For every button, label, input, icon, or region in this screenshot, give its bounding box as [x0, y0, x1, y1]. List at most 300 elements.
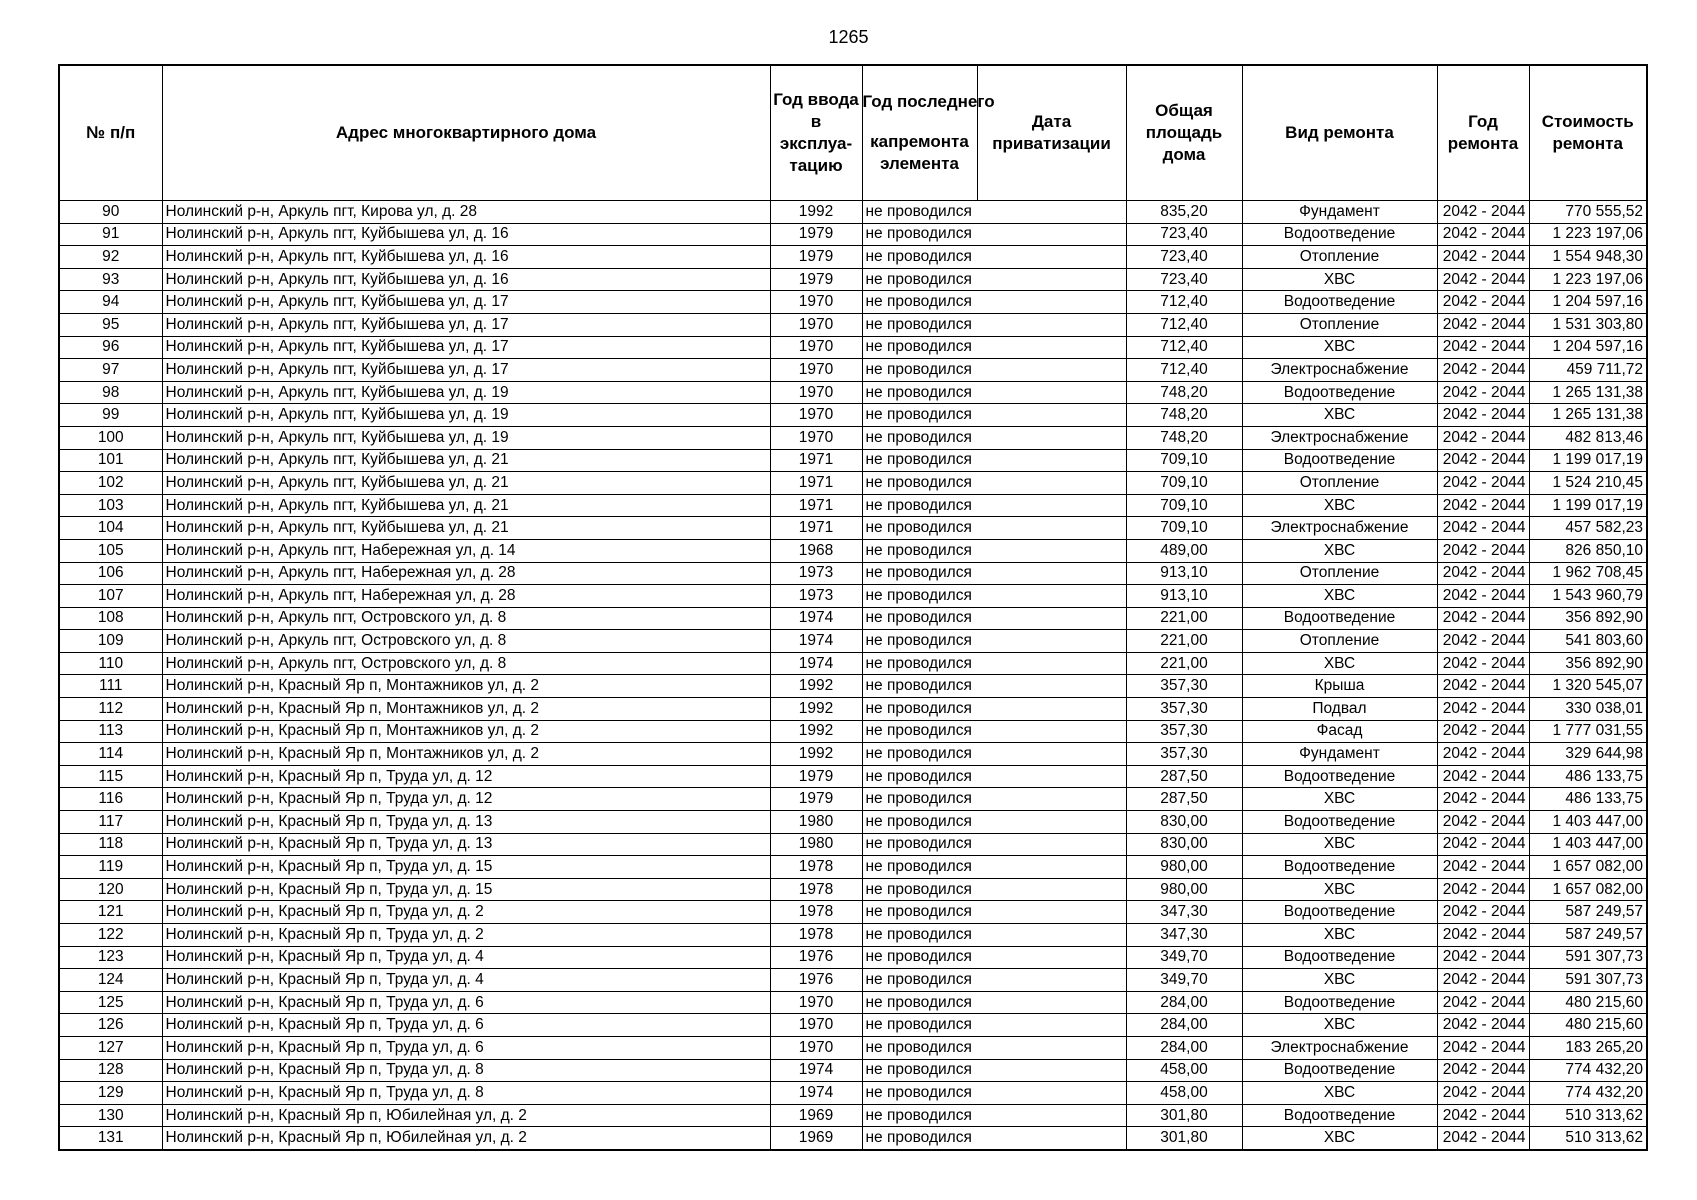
row-work-type: ХВС	[1242, 878, 1437, 901]
row-number: 120	[59, 878, 162, 901]
row-year-built: 1970	[770, 1014, 862, 1037]
header-privatization: Дата приватизации	[977, 65, 1126, 201]
row-cost: 1 223 197,06	[1529, 268, 1647, 291]
row-work-type: Водоотведение	[1242, 1059, 1437, 1082]
row-repair-period: 2042 - 2044	[1437, 449, 1529, 472]
row-number: 123	[59, 946, 162, 969]
row-area: 458,00	[1126, 1059, 1242, 1082]
row-cost: 587 249,57	[1529, 901, 1647, 924]
row-work-type: ХВС	[1242, 1082, 1437, 1105]
row-area: 748,20	[1126, 404, 1242, 427]
row-address: Нолинский р-н, Аркуль пгт, Кирова ул, д. 28	[162, 201, 770, 224]
row-number: 101	[59, 449, 162, 472]
row-year-built: 1992	[770, 675, 862, 698]
row-cost: 356 892,90	[1529, 607, 1647, 630]
row-year-built: 1992	[770, 698, 862, 721]
row-last-repair: не проводился	[862, 1036, 977, 1059]
row-work-type: Отопление	[1242, 630, 1437, 653]
table-row	[59, 991, 1647, 1014]
row-repair-period: 2042 - 2044	[1437, 246, 1529, 269]
row-privatization	[977, 811, 1126, 834]
row-work-type: Подвал	[1242, 698, 1437, 721]
row-cost: 1 657 082,00	[1529, 878, 1647, 901]
row-number: 124	[59, 969, 162, 992]
table-row	[59, 246, 1647, 269]
row-year-built: 1974	[770, 1059, 862, 1082]
row-work-type: ХВС	[1242, 336, 1437, 359]
row-last-repair: не проводился	[862, 924, 977, 947]
row-work-type: ХВС	[1242, 1127, 1437, 1150]
row-address: Нолинский р-н, Красный Яр п, Монтажников ул, д. 2	[162, 743, 770, 766]
row-number: 92	[59, 246, 162, 269]
row-work-type: Отопление	[1242, 562, 1437, 585]
row-work-type: Водоотведение	[1242, 291, 1437, 314]
table-row	[59, 1036, 1647, 1059]
row-repair-period: 2042 - 2044	[1437, 878, 1529, 901]
row-address: Нолинский р-н, Аркуль пгт, Набережная ул, д. 28	[162, 562, 770, 585]
row-area: 357,30	[1126, 675, 1242, 698]
table-row	[59, 223, 1647, 246]
row-number: 108	[59, 607, 162, 630]
row-privatization	[977, 1127, 1126, 1150]
row-cost: 1 204 597,16	[1529, 291, 1647, 314]
row-area: 830,00	[1126, 811, 1242, 834]
row-privatization	[977, 336, 1126, 359]
row-number: 95	[59, 313, 162, 336]
row-area: 357,30	[1126, 720, 1242, 743]
row-address: Нолинский р-н, Аркуль пгт, Куйбышева ул, д. 17	[162, 359, 770, 382]
row-area: 980,00	[1126, 878, 1242, 901]
row-work-type: ХВС	[1242, 833, 1437, 856]
row-last-repair: не проводился	[862, 743, 977, 766]
row-cost: 587 249,57	[1529, 924, 1647, 947]
table-row	[59, 765, 1647, 788]
row-repair-period: 2042 - 2044	[1437, 1104, 1529, 1127]
row-area: 349,70	[1126, 969, 1242, 992]
row-privatization	[977, 381, 1126, 404]
row-last-repair: не проводился	[862, 336, 977, 359]
row-address: Нолинский р-н, Красный Яр п, Труда ул, д. 15	[162, 856, 770, 879]
row-work-type: Фасад	[1242, 720, 1437, 743]
row-work-type: ХВС	[1242, 585, 1437, 608]
row-privatization	[977, 878, 1126, 901]
row-work-type: ХВС	[1242, 268, 1437, 291]
row-cost: 1 657 082,00	[1529, 856, 1647, 879]
row-cost: 826 850,10	[1529, 539, 1647, 562]
table-row	[59, 675, 1647, 698]
row-last-repair: не проводился	[862, 426, 977, 449]
row-repair-period: 2042 - 2044	[1437, 426, 1529, 449]
row-year-built: 1992	[770, 720, 862, 743]
row-cost: 591 307,73	[1529, 969, 1647, 992]
row-number: 117	[59, 811, 162, 834]
row-address: Нолинский р-н, Красный Яр п, Монтажников ул, д. 2	[162, 675, 770, 698]
row-last-repair: не проводился	[862, 811, 977, 834]
table-row	[59, 336, 1647, 359]
row-area: 709,10	[1126, 517, 1242, 540]
row-address: Нолинский р-н, Аркуль пгт, Набережная ул, д. 28	[162, 585, 770, 608]
row-last-repair: не проводился	[862, 539, 977, 562]
row-cost: 329 644,98	[1529, 743, 1647, 766]
row-cost: 482 813,46	[1529, 426, 1647, 449]
row-year-built: 1974	[770, 1082, 862, 1105]
row-last-repair: не проводился	[862, 720, 977, 743]
row-last-repair: не проводился	[862, 765, 977, 788]
row-year-built: 1980	[770, 833, 862, 856]
table-row	[59, 652, 1647, 675]
row-area: 347,30	[1126, 901, 1242, 924]
row-repair-period: 2042 - 2044	[1437, 539, 1529, 562]
row-last-repair: не проводился	[862, 1059, 977, 1082]
row-privatization	[977, 675, 1126, 698]
row-year-built: 1971	[770, 494, 862, 517]
row-area: 221,00	[1126, 652, 1242, 675]
table-header	[59, 65, 1647, 201]
row-repair-period: 2042 - 2044	[1437, 1082, 1529, 1105]
row-area: 287,50	[1126, 765, 1242, 788]
table-row	[59, 878, 1647, 901]
row-repair-period: 2042 - 2044	[1437, 833, 1529, 856]
row-cost: 1 223 197,06	[1529, 223, 1647, 246]
row-address: Нолинский р-н, Красный Яр п, Труда ул, д. 15	[162, 878, 770, 901]
row-privatization	[977, 472, 1126, 495]
row-work-type: Водоотведение	[1242, 991, 1437, 1014]
table-row	[59, 201, 1647, 224]
row-address: Нолинский р-н, Красный Яр п, Труда ул, д. 13	[162, 833, 770, 856]
row-number: 128	[59, 1059, 162, 1082]
row-address: Нолинский р-н, Красный Яр п, Труда ул, д. 6	[162, 1014, 770, 1037]
table-row	[59, 630, 1647, 653]
row-number: 90	[59, 201, 162, 224]
row-last-repair: не проводился	[862, 404, 977, 427]
row-privatization	[977, 1036, 1126, 1059]
row-year-built: 1978	[770, 878, 862, 901]
row-repair-period: 2042 - 2044	[1437, 946, 1529, 969]
table-body	[59, 201, 1647, 1150]
row-repair-period: 2042 - 2044	[1437, 991, 1529, 1014]
page-number: 1265	[828, 27, 869, 47]
row-address: Нолинский р-н, Аркуль пгт, Куйбышева ул, д. 17	[162, 291, 770, 314]
row-number: 110	[59, 652, 162, 675]
row-address: Нолинский р-н, Красный Яр п, Труда ул, д. 12	[162, 788, 770, 811]
table-row	[59, 924, 1647, 947]
row-last-repair: не проводился	[862, 494, 977, 517]
row-cost: 591 307,73	[1529, 946, 1647, 969]
row-cost: 356 892,90	[1529, 652, 1647, 675]
repair-registry-table	[58, 64, 1648, 1151]
row-area: 712,40	[1126, 291, 1242, 314]
row-cost: 1 265 131,38	[1529, 404, 1647, 427]
row-number: 97	[59, 359, 162, 382]
row-privatization	[977, 201, 1126, 224]
row-privatization	[977, 946, 1126, 969]
row-last-repair: не проводился	[862, 1014, 977, 1037]
row-number: 91	[59, 223, 162, 246]
row-privatization	[977, 404, 1126, 427]
row-number: 126	[59, 1014, 162, 1037]
row-address: Нолинский р-н, Красный Яр п, Труда ул, д. 2	[162, 924, 770, 947]
row-area: 709,10	[1126, 494, 1242, 517]
row-number: 104	[59, 517, 162, 540]
row-work-type: Фундамент	[1242, 743, 1437, 766]
row-year-built: 1970	[770, 991, 862, 1014]
row-cost: 480 215,60	[1529, 991, 1647, 1014]
row-work-type: ХВС	[1242, 652, 1437, 675]
row-last-repair: не проводился	[862, 856, 977, 879]
row-number: 125	[59, 991, 162, 1014]
row-repair-period: 2042 - 2044	[1437, 811, 1529, 834]
row-privatization	[977, 539, 1126, 562]
row-privatization	[977, 607, 1126, 630]
row-address: Нолинский р-н, Аркуль пгт, Куйбышева ул, д. 16	[162, 246, 770, 269]
row-cost: 1 199 017,19	[1529, 449, 1647, 472]
row-repair-period: 2042 - 2044	[1437, 720, 1529, 743]
table-row	[59, 291, 1647, 314]
row-number: 116	[59, 788, 162, 811]
row-last-repair: не проводился	[862, 969, 977, 992]
row-area: 489,00	[1126, 539, 1242, 562]
table-row	[59, 1104, 1647, 1127]
row-year-built: 1979	[770, 788, 862, 811]
row-privatization	[977, 765, 1126, 788]
table-row	[59, 1014, 1647, 1037]
row-address: Нолинский р-н, Красный Яр п, Труда ул, д. 8	[162, 1082, 770, 1105]
table-row	[59, 811, 1647, 834]
row-work-type: Водоотведение	[1242, 946, 1437, 969]
row-address: Нолинский р-н, Аркуль пгт, Куйбышева ул, д. 21	[162, 494, 770, 517]
row-address: Нолинский р-н, Красный Яр п, Труда ул, д. 6	[162, 991, 770, 1014]
table-row	[59, 607, 1647, 630]
row-privatization	[977, 1104, 1126, 1127]
row-work-type: Электроснабжение	[1242, 359, 1437, 382]
row-number: 130	[59, 1104, 162, 1127]
row-work-type: ХВС	[1242, 788, 1437, 811]
row-repair-period: 2042 - 2044	[1437, 698, 1529, 721]
row-work-type: Электроснабжение	[1242, 426, 1437, 449]
row-repair-period: 2042 - 2044	[1437, 743, 1529, 766]
row-address: Нолинский р-н, Красный Яр п, Труда ул, д. 12	[162, 765, 770, 788]
row-year-built: 1974	[770, 607, 862, 630]
row-work-type: ХВС	[1242, 404, 1437, 427]
row-year-built: 1970	[770, 381, 862, 404]
row-privatization	[977, 1059, 1126, 1082]
row-area: 284,00	[1126, 1014, 1242, 1037]
table-row	[59, 381, 1647, 404]
row-repair-period: 2042 - 2044	[1437, 404, 1529, 427]
row-year-built: 1979	[770, 765, 862, 788]
row-privatization	[977, 313, 1126, 336]
row-address: Нолинский р-н, Аркуль пгт, Куйбышева ул, д. 17	[162, 313, 770, 336]
row-work-type: Отопление	[1242, 246, 1437, 269]
row-area: 301,80	[1126, 1127, 1242, 1150]
row-year-built: 1970	[770, 336, 862, 359]
row-area: 301,80	[1126, 1104, 1242, 1127]
row-year-built: 1992	[770, 743, 862, 766]
row-address: Нолинский р-н, Аркуль пгт, Куйбышева ул, д. 17	[162, 336, 770, 359]
row-area: 458,00	[1126, 1082, 1242, 1105]
row-last-repair: не проводился	[862, 698, 977, 721]
row-last-repair: не проводился	[862, 359, 977, 382]
row-repair-period: 2042 - 2044	[1437, 1059, 1529, 1082]
row-address: Нолинский р-н, Красный Яр п, Монтажников ул, д. 2	[162, 720, 770, 743]
row-area: 709,10	[1126, 449, 1242, 472]
table-row	[59, 1127, 1647, 1150]
row-address: Нолинский р-н, Аркуль пгт, Куйбышева ул, д. 16	[162, 268, 770, 291]
row-cost: 1 962 708,45	[1529, 562, 1647, 585]
row-number: 111	[59, 675, 162, 698]
row-repair-period: 2042 - 2044	[1437, 765, 1529, 788]
row-last-repair: не проводился	[862, 313, 977, 336]
row-area: 349,70	[1126, 946, 1242, 969]
row-number: 131	[59, 1127, 162, 1150]
row-number: 96	[59, 336, 162, 359]
row-year-built: 1974	[770, 630, 862, 653]
row-cost: 1 777 031,55	[1529, 720, 1647, 743]
row-privatization	[977, 246, 1126, 269]
row-year-built: 1971	[770, 517, 862, 540]
row-cost: 457 582,23	[1529, 517, 1647, 540]
table-row	[59, 856, 1647, 879]
row-year-built: 1978	[770, 856, 862, 879]
row-year-built: 1969	[770, 1104, 862, 1127]
row-number: 98	[59, 381, 162, 404]
row-work-type: Водоотведение	[1242, 811, 1437, 834]
row-year-built: 1971	[770, 449, 862, 472]
row-privatization	[977, 991, 1126, 1014]
row-work-type: Фундамент	[1242, 201, 1437, 224]
row-repair-period: 2042 - 2044	[1437, 969, 1529, 992]
row-year-built: 1992	[770, 201, 862, 224]
row-address: Нолинский р-н, Аркуль пгт, Куйбышева ул, д. 21	[162, 472, 770, 495]
row-repair-period: 2042 - 2044	[1437, 856, 1529, 879]
row-repair-period: 2042 - 2044	[1437, 313, 1529, 336]
row-year-built: 1978	[770, 901, 862, 924]
table-row	[59, 517, 1647, 540]
row-privatization	[977, 924, 1126, 947]
table-row	[59, 494, 1647, 517]
row-last-repair: не проводился	[862, 223, 977, 246]
row-repair-period: 2042 - 2044	[1437, 1036, 1529, 1059]
row-area: 748,20	[1126, 381, 1242, 404]
row-year-built: 1969	[770, 1127, 862, 1150]
row-address: Нолинский р-н, Аркуль пгт, Куйбышева ул, д. 21	[162, 517, 770, 540]
row-last-repair: не проводился	[862, 291, 977, 314]
row-cost: 1 543 960,79	[1529, 585, 1647, 608]
header-cost: Стоимость ремонта	[1529, 65, 1647, 201]
row-work-type: Водоотведение	[1242, 449, 1437, 472]
header-year-built: Год ввода в эксплуа-тацию	[770, 65, 862, 201]
row-repair-period: 2042 - 2044	[1437, 901, 1529, 924]
row-cost: 183 265,20	[1529, 1036, 1647, 1059]
row-last-repair: не проводился	[862, 1104, 977, 1127]
row-privatization	[977, 698, 1126, 721]
row-privatization	[977, 359, 1126, 382]
row-last-repair: не проводился	[862, 1082, 977, 1105]
row-privatization	[977, 630, 1126, 653]
table-row	[59, 313, 1647, 336]
row-address: Нолинский р-н, Аркуль пгт, Островского ул, д. 8	[162, 652, 770, 675]
row-year-built: 1970	[770, 313, 862, 336]
row-number: 129	[59, 1082, 162, 1105]
row-repair-period: 2042 - 2044	[1437, 607, 1529, 630]
row-number: 109	[59, 630, 162, 653]
table-row	[59, 472, 1647, 495]
row-last-repair: не проводился	[862, 472, 977, 495]
row-year-built: 1971	[770, 472, 862, 495]
row-repair-period: 2042 - 2044	[1437, 562, 1529, 585]
table-row	[59, 833, 1647, 856]
row-area: 835,20	[1126, 201, 1242, 224]
row-cost: 541 803,60	[1529, 630, 1647, 653]
row-address: Нолинский р-н, Аркуль пгт, Куйбышева ул, д. 16	[162, 223, 770, 246]
row-number: 94	[59, 291, 162, 314]
table-row	[59, 539, 1647, 562]
row-last-repair: не проводился	[862, 562, 977, 585]
row-privatization	[977, 856, 1126, 879]
row-area: 712,40	[1126, 359, 1242, 382]
row-work-type: ХВС	[1242, 1014, 1437, 1037]
row-address: Нолинский р-н, Аркуль пгт, Куйбышева ул, д. 19	[162, 381, 770, 404]
row-cost: 1 554 948,30	[1529, 246, 1647, 269]
header-address: Адрес многоквартирного дома	[162, 65, 770, 201]
row-privatization	[977, 743, 1126, 766]
row-repair-period: 2042 - 2044	[1437, 201, 1529, 224]
row-last-repair: не проводился	[862, 449, 977, 472]
row-work-type: Электроснабжение	[1242, 1036, 1437, 1059]
header-last-repair-bottom: капремонта элемента	[870, 132, 969, 173]
row-privatization	[977, 1082, 1126, 1105]
row-area: 712,40	[1126, 313, 1242, 336]
row-year-built: 1976	[770, 969, 862, 992]
row-repair-period: 2042 - 2044	[1437, 291, 1529, 314]
row-area: 221,00	[1126, 607, 1242, 630]
row-area: 284,00	[1126, 1036, 1242, 1059]
table-row	[59, 788, 1647, 811]
row-cost: 486 133,75	[1529, 788, 1647, 811]
row-cost: 459 711,72	[1529, 359, 1647, 382]
row-work-type: Электроснабжение	[1242, 517, 1437, 540]
row-number: 107	[59, 585, 162, 608]
row-number: 112	[59, 698, 162, 721]
table-row	[59, 1059, 1647, 1082]
header-repair-period: Год ремонта	[1437, 65, 1529, 201]
row-privatization	[977, 652, 1126, 675]
row-area: 748,20	[1126, 426, 1242, 449]
row-address: Нолинский р-н, Аркуль пгт, Островского ул, д. 8	[162, 607, 770, 630]
row-last-repair: не проводился	[862, 630, 977, 653]
row-cost: 1 320 545,07	[1529, 675, 1647, 698]
row-privatization	[977, 426, 1126, 449]
row-privatization	[977, 788, 1126, 811]
row-work-type: Крыша	[1242, 675, 1437, 698]
table-row	[59, 698, 1647, 721]
table-row	[59, 946, 1647, 969]
row-address: Нолинский р-н, Аркуль пгт, Островского ул, д. 8	[162, 630, 770, 653]
row-repair-period: 2042 - 2044	[1437, 924, 1529, 947]
row-number: 99	[59, 404, 162, 427]
row-cost: 774 432,20	[1529, 1082, 1647, 1105]
row-number: 100	[59, 426, 162, 449]
row-area: 913,10	[1126, 585, 1242, 608]
row-repair-period: 2042 - 2044	[1437, 630, 1529, 653]
row-year-built: 1973	[770, 585, 862, 608]
row-privatization	[977, 517, 1126, 540]
row-repair-period: 2042 - 2044	[1437, 788, 1529, 811]
row-last-repair: не проводился	[862, 878, 977, 901]
row-work-type: ХВС	[1242, 924, 1437, 947]
row-number: 106	[59, 562, 162, 585]
row-repair-period: 2042 - 2044	[1437, 472, 1529, 495]
